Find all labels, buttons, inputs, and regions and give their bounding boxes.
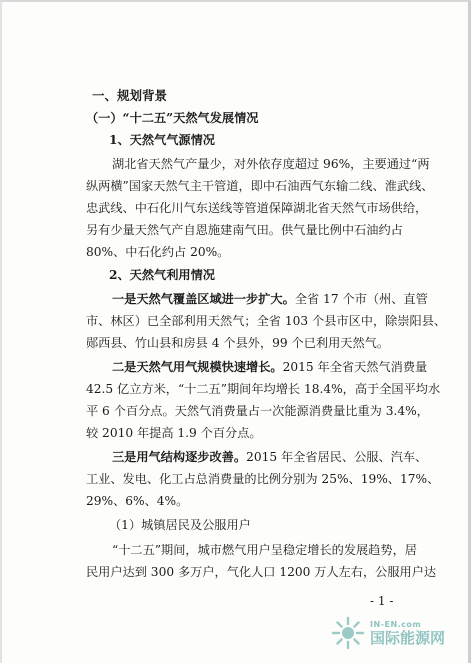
paragraph-line [112, 449, 427, 465]
paragraph-line: “十二五”期间，城市燃气用户呈稳定增长的发展趋势，居 [112, 543, 417, 557]
paragraph-line: 29%、6%、4%。 [86, 494, 189, 508]
watermark-name: 国际能源网 [370, 628, 446, 647]
paragraph-line: 湖北省天然气产量少，对外依存度超过 96%，主要通过“两 [112, 157, 430, 171]
paragraph-text: 2015 年全省居民、公服、汽车、 [246, 450, 428, 464]
paragraph-line: 80%、中石化约占 20%。 [86, 245, 230, 259]
paragraph-line: 工业、发电、化工占总消费量的比例分别为 25%、19%、17%、 [86, 472, 440, 486]
heading-urban-users: （1）城镇居民及公服用户 [109, 518, 251, 532]
watermark [330, 613, 460, 653]
paragraph-line: 忠武线、中石化川气东送线等管道保障湖北省天然气市场供给， [86, 201, 428, 215]
watermark-logo-icon [330, 615, 366, 651]
section-heading: 一、规划背景 [92, 88, 168, 103]
paragraph-line [112, 359, 427, 375]
paragraph-line: 42.5 亿立方米，“十二五”期间年均增长 18.4%，高于全国平均水 [86, 382, 441, 396]
paragraph-line: 平 6 个百分点。天然气消费量占一次能源消费量比重为 3.4%， [86, 404, 429, 418]
page-number: - 1 - [370, 594, 394, 608]
emphasis-text: 三是用气结构逐步改善。 [112, 450, 247, 464]
watermark-text [370, 621, 445, 646]
watermark-url: IN-EN.com [370, 619, 422, 629]
paragraph-line: 郧西县、竹山县和房县 4 个县外，99 个已利用天然气。 [86, 336, 390, 350]
emphasis-text: 二是天然气用气规模快速增长。 [112, 360, 283, 374]
paragraph-text: 全省 17 个市（州、直管 [294, 292, 428, 306]
subsection-heading: （一）“十二五”天然气发展情况 [86, 111, 259, 125]
paragraph-line: 较 2010 年提高 1.9 个百分点。 [86, 426, 262, 440]
emphasis-text: 一是天然气覆盖区域进一步扩大。 [112, 292, 295, 306]
paragraph-line: 另有少量天然气产自恩施建南气田。供气量比例中石油约占 [86, 223, 403, 237]
paragraph-line: 民用户达到 300 多万户，气化人口 1200 万人左右，公服用户达 [86, 565, 437, 579]
paragraph-line [112, 291, 428, 307]
paragraph-text: 2015 年全省天然气消费量 [282, 360, 428, 374]
paragraph-line: 纵两横”国家天然气主干管道，即中石油西气东输二线、淮武线、 [86, 179, 434, 193]
paragraph-line: 市、林区）已全部利用天然气；全省 103 个县市区中，除崇阳县、 [86, 314, 447, 328]
heading-gas-source: 1、天然气气源情况 [109, 133, 215, 147]
heading-gas-use: 2、天然气利用情况 [109, 268, 215, 282]
